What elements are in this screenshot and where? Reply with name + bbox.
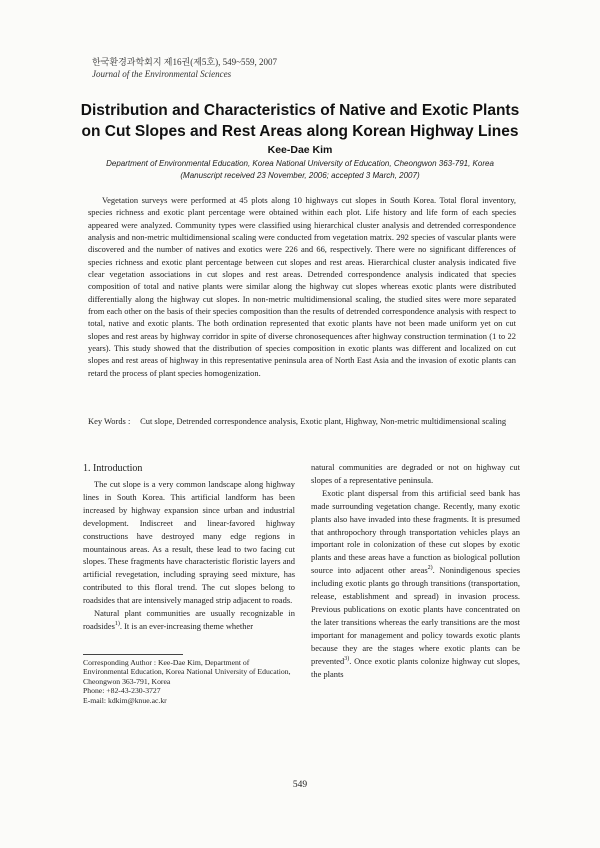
keywords-text: Cut slope, Detrended correspondence analysis, Exotic plant, Highway, Non-metric multidimensional scaling xyxy=(140,416,507,426)
citation-ref: 3) xyxy=(344,655,350,662)
left-column xyxy=(83,462,295,633)
footnote-author: Corresponding Author : Kee-Dae Kim, Department of Environmental Education, Korea National University of Education, Cheongwon 363-791, Korea xyxy=(83,658,291,686)
intro-paragraph-3-part-b: . Nonindigenous species including exotic plants go through transitions (transportation, release, establishment and spread) in invasion process. Previous publications on exotic plants have concentrated on the later transitions whereas the early transitions are the most important for management and policy towards exotic plants because they are the stages where exotic plants can be prevented xyxy=(311,565,520,666)
intro-paragraph-2-continued: natural communities are degraded or not on highway cut slopes of a representative peninsula. xyxy=(311,462,520,485)
intro-paragraph-2-text: Natural plant communities are usually recognizable in roadsides xyxy=(83,608,295,631)
footnote-email: E-mail: kdkim@knue.ac.kr xyxy=(83,695,167,705)
journal-english-name: Journal of the Environmental Sciences xyxy=(92,69,232,79)
section-heading-introduction: 1. Introduction xyxy=(83,463,143,474)
affiliation-block xyxy=(80,158,520,181)
intro-paragraph-2-end: . It is an ever-increasing theme whether xyxy=(119,620,254,631)
citation-ref: 1) xyxy=(114,621,120,628)
manuscript-dates: (Manuscript received 23 November, 2006; accepted 3 March, 2007) xyxy=(180,170,420,180)
page-number: 549 xyxy=(292,780,308,790)
right-column xyxy=(311,461,520,680)
footnote-divider xyxy=(83,654,183,655)
corresponding-author-footnote xyxy=(83,658,295,705)
keywords xyxy=(88,415,516,428)
paper-title xyxy=(60,100,540,142)
affiliation: Department of Environmental Education, Korea National University of Education, Cheongwon 363-791, Korea xyxy=(106,159,494,168)
intro-paragraph-3-part-c: . Once exotic plants colonize highway cut slopes, the plants xyxy=(311,655,520,679)
title-line-2: on Cut Slopes and Rest Areas along Korean Highway Lines xyxy=(81,123,519,140)
title-line-1: Distribution and Characteristics of Native and Exotic Plants xyxy=(80,102,520,119)
journal-header xyxy=(92,56,277,80)
author-name: Kee-Dae Kim xyxy=(267,144,333,156)
journal-korean-citation: 한국환경과학회지 제16권(제5호), 549~559, 2007 xyxy=(92,57,277,67)
footnote-phone: Phone: +82-43-230-3727 xyxy=(83,686,161,696)
intro-paragraph-3 xyxy=(311,487,520,681)
citation-ref: 2) xyxy=(427,565,433,572)
abstract: Vegetation surveys were performed at 45 plots along 10 highways cut slopes in South Korea. Total floral inventory, species richness and exotic plant percentage were obtained within each plot. Life history and life form of each species appeared were analyzed. Community types were classified using hierarchical cluster analysis and detrended correspondence analysis and non-metric multidimensional scaling were conducted from vegetation matrix. 292 species of vascular plants were discovered and the number of natives and exotics were 226 and 66, respectively. There were no significant differences of species richness and exotic plant percentage between cut slopes and rest areas. Hierarchical cluster analysis indicated five clear vegetation associations in cut slopes and rest areas. Detrended correspondence analysis indicated that species composition of total and native plants were similar along the highway cut slopes whereas exotic plants were distributed differentially along the highway cut slopes. In non-metric multidimensional scaling, the studied sites were more separated from each other on the basis of their species composition than the results of detrended correspondence analysis with respect to total, native and exotic plants. The both ordination represented that exotic plants have not been made uniform yet on cut slopes and rest areas by highway corridor in spite of diverse chronosequences after highway construction termination (1 to 22 years). This study showed that the distribution of species composition in exotic plants was different and localized on cut slopes and rest areas of highway in this representative peninsula area of North East Asia and the invasion of exotic plants can retard the process of plant species homogenization. xyxy=(88,195,516,378)
intro-paragraph-1: The cut slope is a very common landscape along highway lines in South Korea. This artificial landform has been increased by highway expansion since urban and industrial development. Indiscreet and linear-favored highway constructions have destroyed many edge regions in mountainous areas. As a result, these lead to two facing cut slopes. These fragments have characteristic floristic layers and artificial revegetation, including spraying seed mixture, has contributed to this floral trend. The cut slopes belong to roadsides that are intensively managed strip adjacent to roads. xyxy=(83,479,295,606)
keywords-label: Key Words : xyxy=(88,416,131,426)
intro-paragraph-2 xyxy=(83,607,295,633)
intro-paragraph-3-part-a: Exotic plant dispersal from this artificial seed bank has made surrounding vegetation change. Recently, many exotic plants also have invaded into these fragments. It is presumed that anthropochory through transportation vehicles plays an important role in colonization of these cut slopes by exotic plants and these areas have a function as biological pollution source into adjacent other areas xyxy=(311,487,520,576)
